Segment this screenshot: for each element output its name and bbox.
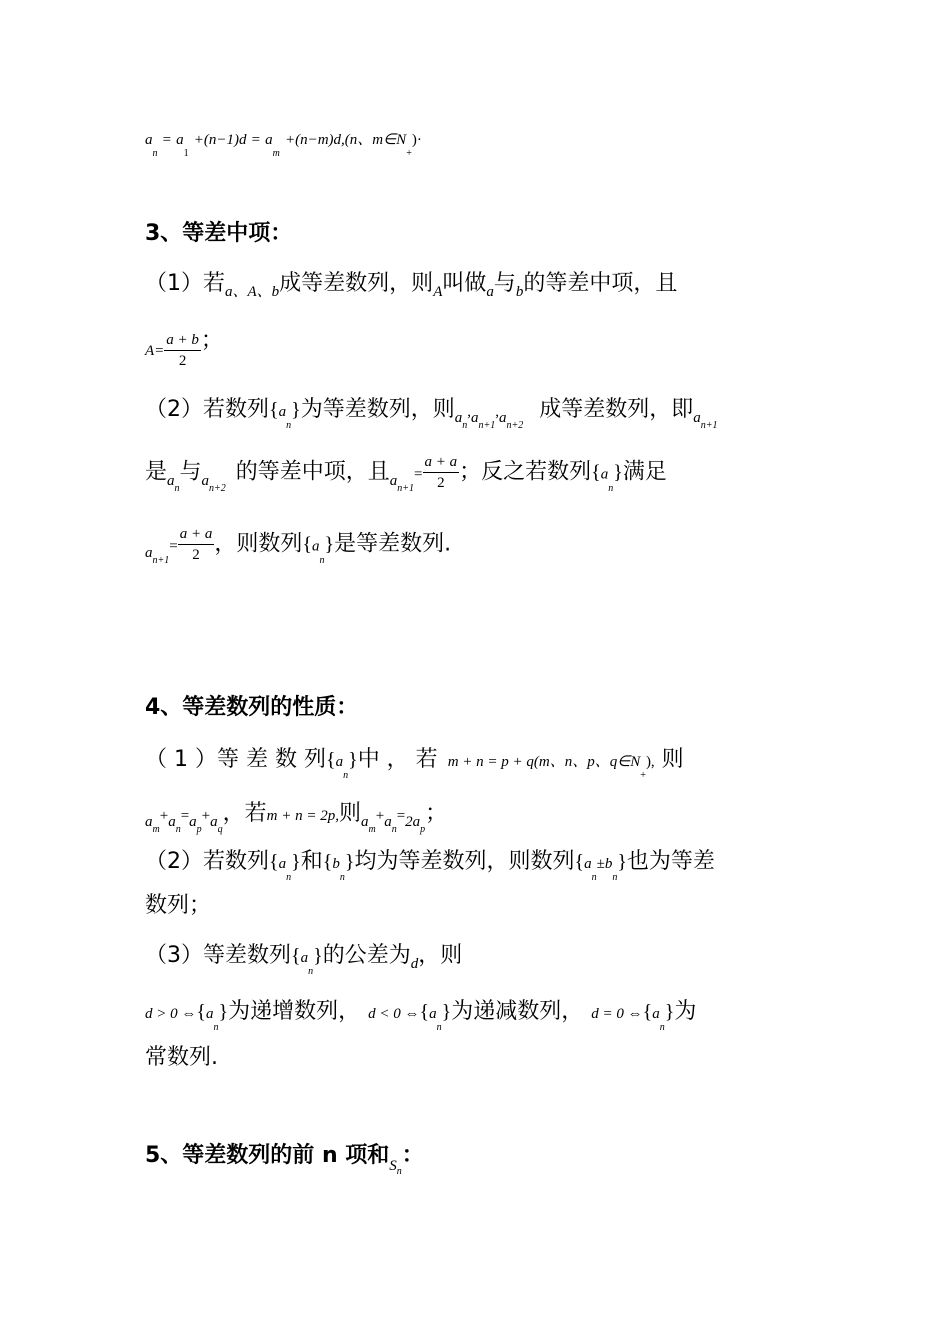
section4-para3: （2）若数列$\{a_n\}$和$\{b_n\}$均为等差数列，则数列$\{a_n\pm b_n\}$也为等差 [145,849,715,883]
section3-para4: $_{an+1}$= $\frac{a + a}{2}$ ，则数列$\{a_n\}$是等差数列. [145,526,452,566]
section4-para2: $_{am}+_{an}=_{ap}+_{aq}$，若m + n = 2p,则$_{am}+_{an}=_{2ap}$； [145,801,448,835]
section4-para1: （ 1 ）等 差 数 列$\{a_n\}$中 ， 若 m + n = p + q(m、n、p、$q\in N_+$), 则 [145,747,684,781]
section4-para7: 常数列. [145,1045,218,1070]
section4-para5: （3）等差数列$\{a_n\}$的公差为$_d$，则 [145,943,463,977]
section4-para4: 数列； [145,893,212,918]
section3-heading: 3、等差中项： [145,221,293,246]
section5-heading: 5、等差数列的前 n 项和$S_n$： [145,1143,424,1177]
section3-para3: 是$_{an}$与$_{an+2}$的等差中项，且$_{an+1}$= $\frac{a + a}{2}$ ；反之若数列$\{a_n\}$满足 [145,454,667,494]
section4-para6: d > 0 $\Leftrightarrow\{a_n\}$为递增数列， d < 0 $\Leftrightarrow\{a_n\}$为递减数列， d = 0 $\Leftrightarrow\{a_n\}$为 [145,999,697,1033]
general-term-formula: $a_n = a_1 +(n-1)d = a_m +(n-m)d,(n$、$m\in N_+)\cdot$ [145,132,422,159]
midterm-fraction: A= $\frac{a + b}{2}$ ； [145,328,223,369]
section3-para2: （2）若数列$\{a_n\}$为等差数列，则$_{an},_{an+1},_{an+2}$成等差数列，即$_{an+1}$ [145,397,718,431]
section3-para1: （1）若$_{a、A、b}$成等差数列，则$_A$叫做$_a$与$_b$的等差中项，且 [145,271,678,300]
section4-heading: 4、等差数列的性质： [145,695,359,720]
